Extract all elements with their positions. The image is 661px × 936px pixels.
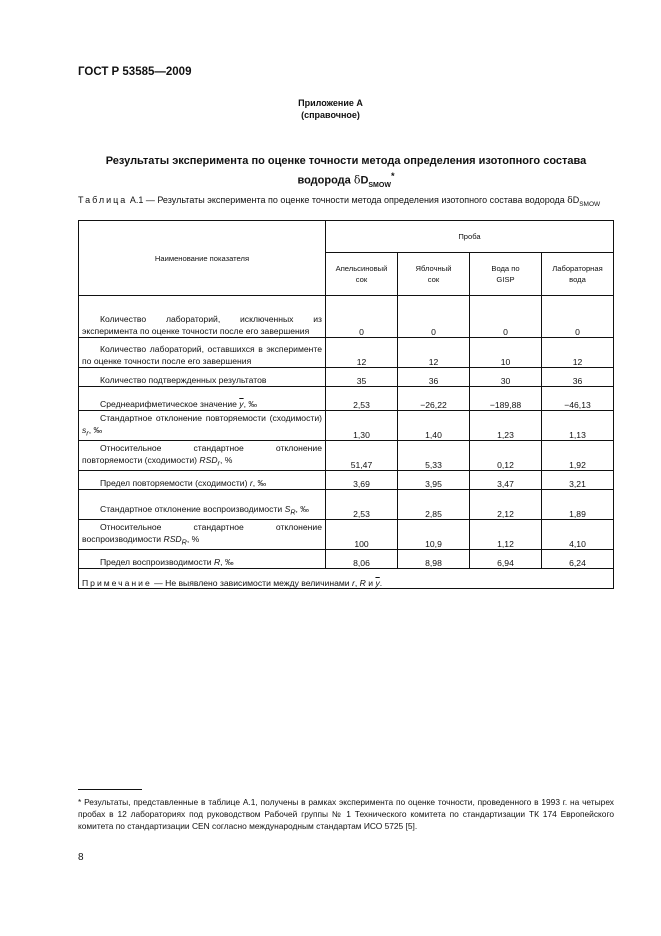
row-label <box>79 296 326 338</box>
sample-header <box>398 253 470 296</box>
caption-delta: δ <box>567 196 573 206</box>
note-symbol-R: R <box>359 578 366 588</box>
value-cell: 36 <box>542 368 614 387</box>
value-cell: 1,40 <box>398 411 470 441</box>
value-cell: 12 <box>326 338 398 368</box>
value-cell: 3,69 <box>326 471 398 490</box>
sample-header-line1: Яблочный <box>415 264 452 273</box>
table-row <box>79 520 614 550</box>
value-cell: 2,12 <box>470 490 542 520</box>
sample-header-line1: Лабораторная <box>552 264 603 273</box>
value-cell: −26,22 <box>398 387 470 411</box>
value-cell: 2,53 <box>326 490 398 520</box>
row-label <box>79 490 326 520</box>
appendix-heading <box>0 97 661 121</box>
table-row <box>79 296 614 338</box>
sample-header-line2: сок <box>355 275 368 284</box>
row-label-subscript: r <box>217 460 220 468</box>
page-number: 8 <box>78 852 84 863</box>
value-cell: 35 <box>326 368 398 387</box>
title-star: * <box>390 171 395 181</box>
row-label-unit: , % <box>219 455 233 466</box>
value-cell: 3,21 <box>542 471 614 490</box>
col-header-name: Наименование показателя <box>79 221 326 296</box>
value-cell: 0 <box>542 296 614 338</box>
table-header-row <box>79 221 614 253</box>
note-separator: , <box>354 578 358 588</box>
value-cell: 100 <box>326 520 398 550</box>
row-label-text: Относительное стандартное отклонение повторяемости (сходимости) <box>82 443 322 466</box>
row-label-unit: , ‰ <box>220 557 234 567</box>
note-row <box>79 569 614 589</box>
value-cell: 1,92 <box>542 441 614 471</box>
value-cell: −189,88 <box>470 387 542 411</box>
appendix-label: Приложение А <box>298 98 363 108</box>
value-cell: 1,23 <box>470 411 542 441</box>
table-row <box>79 471 614 490</box>
table-row <box>79 550 614 569</box>
row-label-symbol: s <box>82 425 87 436</box>
title-line1: Результаты эксперимента по оценке точности метода определения изотопного состава <box>105 155 587 167</box>
value-cell: 2,53 <box>326 387 398 411</box>
table-note <box>79 569 614 589</box>
row-label <box>79 441 326 471</box>
value-cell: 0 <box>398 296 470 338</box>
value-cell: 3,95 <box>398 471 470 490</box>
delta-symbol: δ <box>353 173 361 187</box>
note-label: Примечание <box>82 578 152 588</box>
title-d: D <box>360 174 369 187</box>
row-label-text: Относительное стандартное отклонение воспроизводимости <box>82 522 322 545</box>
value-cell: 8,06 <box>326 550 398 569</box>
value-cell: 6,24 <box>542 550 614 569</box>
table-row <box>79 411 614 441</box>
note-symbol-r: r <box>351 578 355 588</box>
row-label-text: Предел воспроизводимости <box>100 557 212 567</box>
row-label <box>79 338 326 368</box>
results-table <box>78 220 614 589</box>
sample-header-line2: вода <box>569 275 586 284</box>
footnote: * Результаты, представленные в таблице А.1, получены в рамках эксперимента по оценке точности, проведенного в 1993 г. на четырех пробах в 12 лабораториях под руководством Рабочей группы № 1 Технического комитета по стандартизации ТК 174 Европейского комитета по стандартизации CEN согласно международным стандартам ИСО 5725 [5]. <box>78 797 614 831</box>
table-row <box>79 490 614 520</box>
value-cell: 12 <box>542 338 614 368</box>
value-cell: 10,9 <box>398 520 470 550</box>
note-text: — Не выявлено зависимости между величинами <box>154 578 350 588</box>
row-label-symbol: S <box>284 504 291 515</box>
section-title <box>78 154 614 193</box>
row-label-subscript: r <box>86 430 89 438</box>
value-cell: 36 <box>398 368 470 387</box>
footnote-separator <box>78 789 142 790</box>
row-label <box>79 520 326 550</box>
note-symbol-y: $\overline{y}$ <box>375 578 380 588</box>
row-label-subscript: R <box>290 509 296 517</box>
row-label-symbol: R <box>213 557 221 567</box>
row-label-symbol: r <box>249 478 253 488</box>
caption-sub: SMOW <box>579 200 601 208</box>
row-label-unit: , ‰ <box>243 399 257 409</box>
row-label-unit: , % <box>186 534 200 545</box>
col-header-group: Проба <box>326 221 614 253</box>
value-cell: 51,47 <box>326 441 398 471</box>
value-cell: 1,13 <box>542 411 614 441</box>
row-label-unit: , ‰ <box>295 504 309 515</box>
row-label-symbol: RSD <box>199 455 218 466</box>
row-label-text: Предел повторяемости (сходимости) <box>100 478 248 488</box>
caption-text: А.1 — Результаты эксперимента по оценке точности метода определения изотопного состава водорода <box>129 195 565 205</box>
sample-header <box>470 253 542 296</box>
row-label-symbol: RSD <box>163 534 182 545</box>
sample-header <box>542 253 614 296</box>
note-end: . <box>379 578 383 588</box>
value-cell: 1,30 <box>326 411 398 441</box>
value-cell: 12 <box>398 338 470 368</box>
sample-header-line1: Вода по <box>491 264 520 273</box>
sample-header <box>326 253 398 296</box>
row-label-unit: , ‰ <box>88 425 103 436</box>
value-cell: 2,85 <box>398 490 470 520</box>
value-cell: 5,33 <box>398 441 470 471</box>
row-label <box>79 411 326 441</box>
value-cell: 0 <box>470 296 542 338</box>
row-label-text: Количество лабораторий, оставшихся в эксперименте по оценке точности после его завершения <box>82 344 322 366</box>
value-cell: 0 <box>326 296 398 338</box>
title-line2 <box>78 169 614 193</box>
title-sub: SMOW <box>368 181 391 189</box>
value-cell: 3,47 <box>470 471 542 490</box>
row-label-symbol: $\overline{y}$ <box>239 399 244 409</box>
row-label-subscript: R <box>181 539 187 547</box>
value-cell: 1,89 <box>542 490 614 520</box>
table-row <box>79 387 614 411</box>
sample-header-line2: сок <box>427 275 440 284</box>
row-label-text: Количество подтвержденных результатов <box>100 375 267 385</box>
value-cell: 0,12 <box>470 441 542 471</box>
value-cell: 6,94 <box>470 550 542 569</box>
row-label <box>79 550 326 569</box>
caption-d: D <box>572 195 580 205</box>
appendix-type: (справочное) <box>301 110 360 120</box>
row-label <box>79 387 326 411</box>
value-cell: 8,98 <box>398 550 470 569</box>
sample-header-line1: Апельсиновый <box>335 264 388 273</box>
caption-label: Таблица <box>78 195 128 205</box>
value-cell: 10 <box>470 338 542 368</box>
row-label-unit: , ‰ <box>252 478 267 488</box>
sample-header-line2: GISP <box>496 275 515 284</box>
table-row <box>79 338 614 368</box>
row-label-text: Стандартное отклонение воспроизводимости <box>100 504 283 515</box>
row-label <box>79 368 326 387</box>
title-line2-prefix: водорода <box>297 174 351 187</box>
row-label-text: Стандартное отклонение повторяемости (сходимости) <box>100 413 322 424</box>
row-label <box>79 471 326 490</box>
value-cell: −46,13 <box>542 387 614 411</box>
document-header: ГОСТ Р 53585—2009 <box>78 66 192 78</box>
table-row <box>79 368 614 387</box>
row-label-text: Количество лабораторий, исключенных из эксперимента по оценке точности после его завершения <box>82 314 322 336</box>
value-cell: 4,10 <box>542 520 614 550</box>
value-cell: 1,12 <box>470 520 542 550</box>
row-label-text: Среднеарифметическое значение <box>100 399 237 409</box>
value-cell: 30 <box>470 368 542 387</box>
note-and: и <box>368 578 374 588</box>
table-caption <box>78 194 614 211</box>
table-row <box>79 441 614 471</box>
